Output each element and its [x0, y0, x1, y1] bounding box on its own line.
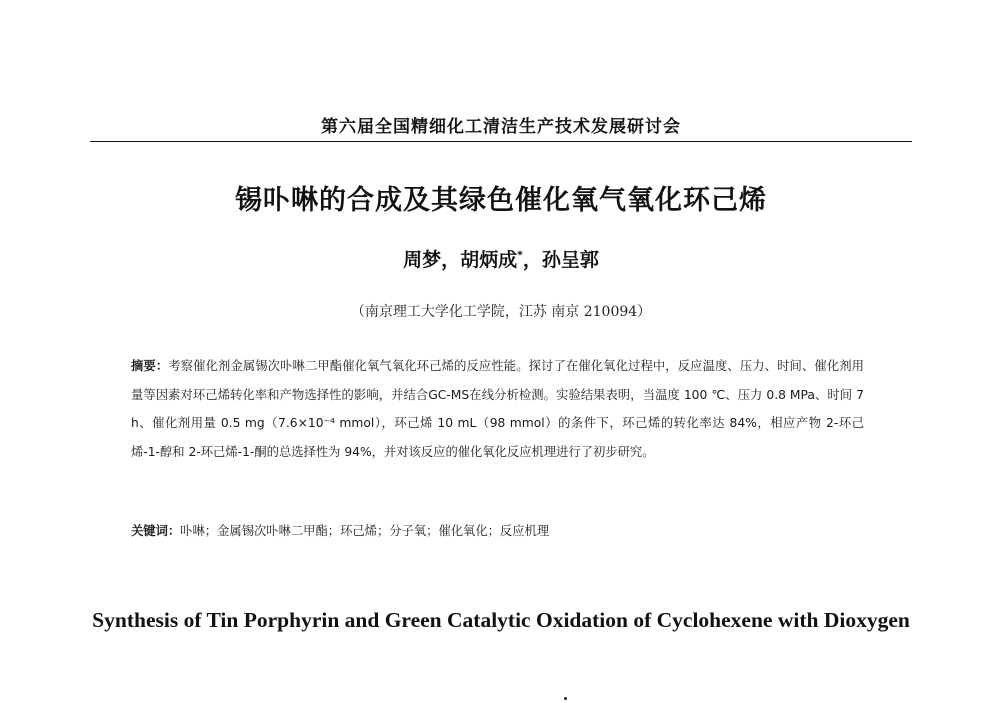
- affiliation: （南京理工大学化工学院，江苏 南京 210094）: [350, 304, 652, 320]
- keywords-label: 关键词：: [131, 524, 181, 538]
- abstract-text: 考察催化剂金属锡次卟啉二甲酯催化氧气氧化环己烯的反应性能。探讨了在催化氧化过程中，反应温度、压力、时间、催化剂用量等因素对环己烯转化率和产物选择性的影响，并结合GC-MS在线分析检测。实验结果表明，当温度 100 ℃、压力 0.8 MPa、时间 7 h、催化剂用量 0.5 mg（7.6×10⁻⁴ mmol），环己烯 10 mL（98 mmol）的条件下，环己烯的转化率达 84%，相应产物 2-环己烯-1-醇和 2-环己烯-1-酮的总选择性为 94%，并对该反应的催化氧化反应机理进行了初步研究。: [131, 359, 864, 459]
- keywords: [131, 517, 864, 545]
- corresponding-author-mark: *: [517, 248, 523, 262]
- author-names-rest: ，孙呈郭: [522, 249, 599, 271]
- scan-speck: [564, 697, 567, 700]
- english-title: Synthesis of Tin Porphyrin and Green Catalytic Oxidation of Cyclohexene with Dioxygen: [92, 608, 910, 632]
- keywords-text: 卟啉；金属锡次卟啉二甲酯；环己烯；分子氧；催化氧化；反应机理: [180, 524, 550, 538]
- conference-header: 第六届全国精细化工清洁生产技术发展研讨会: [321, 117, 681, 137]
- chinese-title: 锡卟啉的合成及其绿色催化氧气氧化环己烯: [235, 185, 767, 216]
- header-divider: [90, 141, 912, 142]
- author-names: 周梦，胡炳成: [403, 249, 518, 271]
- author-list: [90, 245, 912, 272]
- abstract-label: 摘要：: [131, 359, 169, 373]
- abstract: [131, 352, 864, 466]
